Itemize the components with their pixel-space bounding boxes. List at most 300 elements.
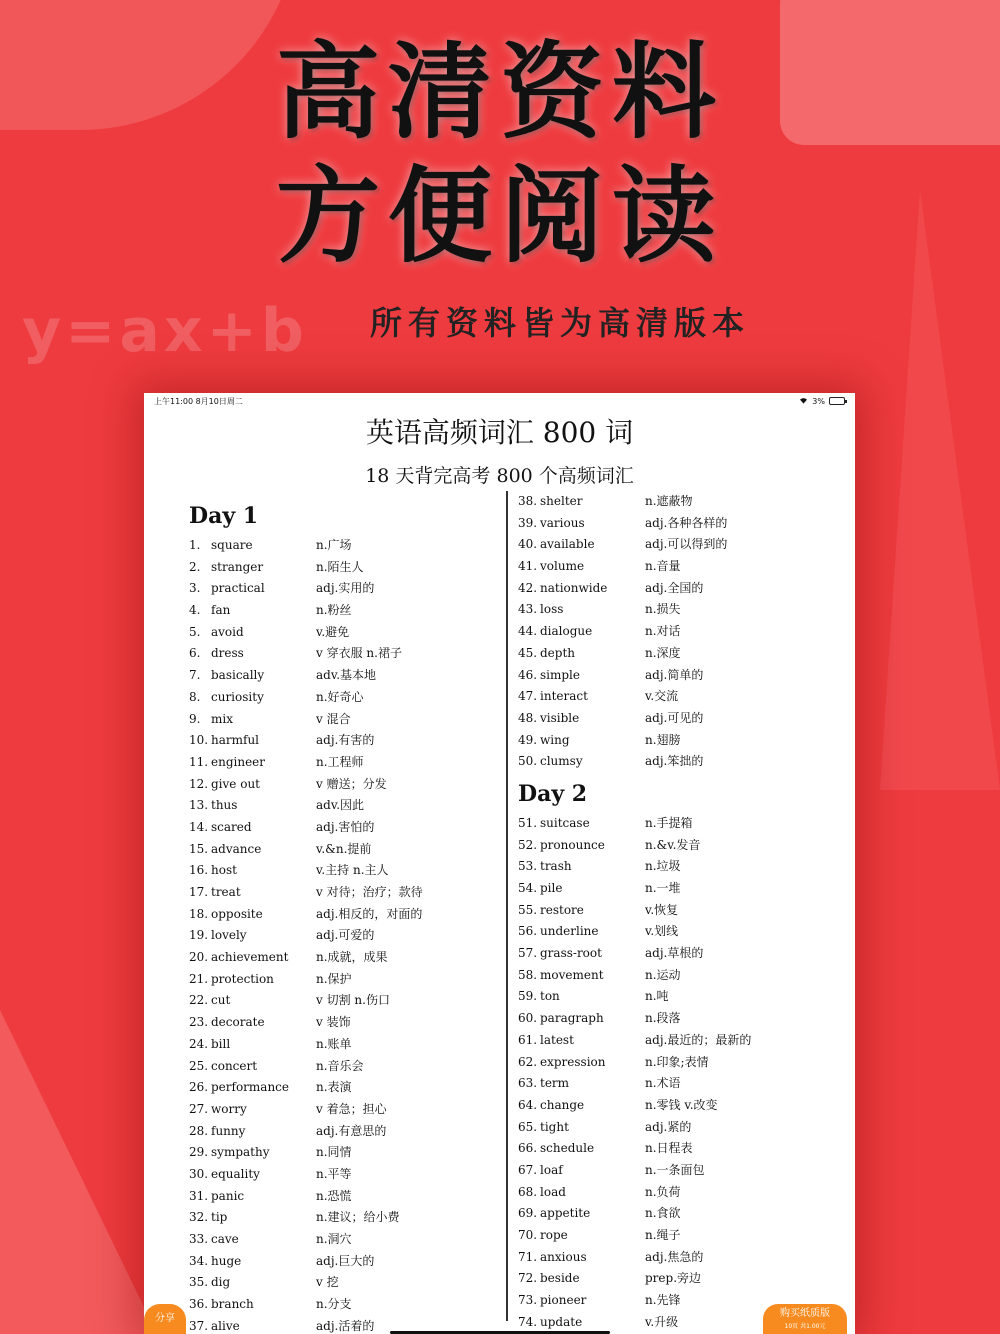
word-chinese: v.恢复	[645, 902, 679, 917]
word-chinese: v.升级	[645, 1314, 679, 1329]
word-chinese: v.交流	[645, 689, 679, 704]
word-row	[189, 578, 489, 600]
word-row	[518, 1225, 838, 1247]
word-english: loss	[540, 602, 564, 617]
word-english: underline	[540, 924, 599, 939]
word-english: visible	[540, 710, 580, 725]
word-english: dress	[211, 646, 244, 661]
word-chinese: n.音乐会	[316, 1058, 364, 1073]
wifi-icon	[799, 397, 808, 406]
word-chinese: n.陌生人	[316, 559, 364, 574]
word-row	[518, 986, 838, 1008]
word-chinese: v 切割 n.伤口	[316, 993, 390, 1008]
word-english: advance	[211, 841, 262, 856]
word-number: 14.	[189, 819, 209, 834]
word-row	[518, 1247, 838, 1269]
word-number: 18.	[189, 906, 209, 921]
word-english: loaf	[540, 1162, 563, 1177]
word-number: 57.	[518, 946, 538, 961]
word-english: curiosity	[211, 689, 264, 704]
word-row	[189, 557, 489, 579]
word-chinese: n.表演	[316, 1080, 352, 1095]
word-number: 30.	[189, 1166, 209, 1181]
word-number: 74.	[518, 1314, 538, 1329]
word-number: 32.	[189, 1210, 209, 1225]
word-english: worry	[211, 1101, 247, 1116]
word-english: pile	[540, 881, 563, 895]
word-number: 40.	[518, 537, 538, 552]
word-chinese: adj.相反的，对面的	[316, 906, 423, 921]
word-number: 38.	[518, 494, 538, 508]
word-row	[518, 1203, 838, 1225]
word-english: give out	[211, 776, 260, 791]
word-number: 24.	[189, 1036, 209, 1051]
word-number: 4.	[189, 603, 201, 618]
word-row	[189, 1099, 489, 1121]
word-chinese: n.零钱 v.改变	[645, 1097, 718, 1112]
word-number: 20.	[189, 950, 209, 965]
word-chinese: n.平等	[316, 1166, 352, 1181]
word-row	[189, 947, 489, 969]
word-number: 34.	[189, 1253, 209, 1268]
word-number: 63.	[518, 1076, 538, 1091]
word-number: 16.	[189, 863, 209, 878]
word-chinese: n.一堆	[645, 881, 681, 895]
word-number: 56.	[518, 924, 538, 939]
word-english: concert	[211, 1058, 258, 1073]
word-row	[189, 1164, 489, 1186]
word-english: rope	[540, 1228, 568, 1242]
word-chinese: adj.活着的	[316, 1318, 375, 1333]
word-english: volume	[540, 559, 585, 574]
word-row	[518, 856, 838, 878]
word-english: basically	[211, 668, 265, 683]
word-number: 23.	[189, 1015, 209, 1030]
word-english: alive	[211, 1318, 240, 1333]
word-english: bill	[211, 1036, 231, 1051]
word-row	[518, 708, 838, 730]
day-2-heading: Day 2	[518, 780, 588, 807]
word-chinese: adj.可爱的	[316, 928, 375, 943]
word-number: 50.	[518, 754, 538, 769]
word-chinese: n.负荷	[645, 1184, 681, 1199]
right-word-list-day1	[518, 491, 838, 773]
word-chinese: adj.有害的	[316, 733, 375, 748]
word-row	[518, 965, 838, 987]
word-row	[189, 1012, 489, 1034]
word-english: achievement	[211, 950, 289, 965]
word-chinese: prep.旁边	[645, 1271, 702, 1286]
word-chinese: n.成就，成果	[316, 950, 388, 965]
word-chinese: n.好奇心	[316, 689, 364, 704]
word-english: decorate	[211, 1015, 265, 1030]
word-english: change	[540, 1097, 585, 1112]
word-english: tight	[540, 1119, 569, 1134]
word-english: mix	[211, 711, 233, 726]
word-chinese: adv.基本地	[316, 668, 377, 683]
formula-watermark: y=ax+b	[22, 296, 308, 366]
word-chinese: n.账单	[316, 1036, 352, 1051]
word-row	[189, 709, 489, 731]
word-english: available	[540, 537, 595, 552]
word-english: nationwide	[540, 580, 608, 595]
word-row	[518, 921, 838, 943]
word-chinese: n.绳子	[645, 1228, 681, 1242]
word-row	[189, 860, 489, 882]
word-row	[189, 882, 489, 904]
word-english: various	[540, 515, 585, 530]
word-number: 39.	[518, 515, 538, 530]
word-english: scared	[211, 819, 252, 834]
word-number: 37.	[189, 1318, 209, 1333]
left-column	[189, 491, 489, 1334]
word-chinese: n.吨	[645, 989, 669, 1004]
word-number: 52.	[518, 837, 538, 852]
word-number: 5.	[189, 624, 201, 639]
word-number: 12.	[189, 776, 209, 791]
word-english: schedule	[540, 1141, 595, 1156]
word-number: 28.	[189, 1123, 209, 1138]
word-number: 54.	[518, 881, 538, 895]
word-chinese: v.避免	[316, 624, 350, 639]
battery-icon	[829, 397, 845, 405]
word-row	[518, 1073, 838, 1095]
word-row	[518, 1138, 838, 1160]
word-row	[518, 578, 838, 600]
word-number: 11.	[189, 754, 209, 769]
word-english: harmful	[211, 733, 260, 748]
word-row	[189, 904, 489, 926]
word-english: practical	[211, 581, 265, 596]
word-english: appetite	[540, 1206, 591, 1221]
word-number: 49.	[518, 732, 538, 747]
word-chinese: n.深度	[645, 645, 681, 660]
word-english: stranger	[211, 559, 264, 574]
word-chinese: n.遮蔽物	[645, 494, 693, 508]
word-chinese: adj.可以得到的	[645, 537, 728, 552]
word-english: branch	[211, 1297, 254, 1312]
right-column	[518, 491, 838, 1333]
banner-subtitle: 所有资料皆为高清版本	[369, 304, 750, 342]
word-number: 60.	[518, 1011, 538, 1026]
word-row	[518, 665, 838, 687]
word-number: 15.	[189, 841, 209, 856]
word-chinese: n.洞穴	[316, 1232, 352, 1246]
word-english: simple	[540, 667, 580, 682]
word-number: 62.	[518, 1054, 538, 1069]
word-row	[518, 900, 838, 922]
share-button[interactable]: 分享	[144, 1304, 186, 1334]
word-english: funny	[211, 1123, 246, 1138]
word-english: treat	[211, 885, 241, 899]
word-number: 69.	[518, 1206, 538, 1221]
word-row	[518, 943, 838, 965]
word-chinese: n.保护	[316, 971, 352, 986]
headline-line-2: 方便阅读	[275, 155, 724, 277]
status-time-date: 上午11:00 8月10日周二	[154, 396, 243, 406]
word-row	[518, 621, 838, 643]
word-number: 61.	[518, 1032, 538, 1047]
word-number: 72.	[518, 1271, 538, 1286]
word-chinese: v 穿衣服 n.裙子	[316, 646, 402, 661]
word-row	[189, 752, 489, 774]
word-row	[518, 730, 838, 752]
word-chinese: adj.各种各样的	[645, 515, 728, 530]
word-english: wing	[540, 732, 570, 747]
word-number: 70.	[518, 1228, 538, 1242]
word-number: 46.	[518, 667, 538, 682]
word-number: 22.	[189, 993, 209, 1008]
word-english: performance	[211, 1080, 290, 1095]
word-row	[189, 1077, 489, 1099]
word-row	[518, 491, 838, 513]
day-1-heading: Day 1	[189, 503, 259, 529]
word-number: 26.	[189, 1080, 209, 1095]
word-number: 33.	[189, 1232, 209, 1246]
word-english: cave	[211, 1232, 239, 1246]
word-chinese: n.一条面包	[645, 1162, 705, 1177]
word-chinese: adv.因此	[316, 798, 365, 813]
word-chinese: v 装饰	[316, 1015, 351, 1030]
word-row	[518, 1117, 838, 1139]
document-subtitle: 18 天背完高考 800 个高频词汇	[365, 465, 634, 487]
word-chinese: n.段落	[645, 1011, 681, 1026]
word-english: pioneer	[540, 1293, 587, 1308]
word-chinese: n.恐慌	[316, 1188, 352, 1203]
word-chinese: v 对待；治疗；款待	[316, 885, 423, 899]
word-number: 55.	[518, 902, 538, 917]
word-number: 31.	[189, 1188, 209, 1203]
word-english: protection	[211, 971, 274, 986]
word-english: movement	[540, 967, 604, 982]
word-english: latest	[540, 1032, 574, 1047]
word-chinese: n.术语	[645, 1076, 681, 1091]
word-number: 71.	[518, 1249, 538, 1264]
word-chinese: adj.简单的	[645, 667, 704, 682]
word-number: 10.	[189, 733, 209, 748]
word-chinese: n.同情	[316, 1145, 352, 1160]
word-number: 53.	[518, 859, 538, 874]
word-chinese: n.损失	[645, 602, 681, 617]
word-number: 68.	[518, 1184, 538, 1199]
word-english: load	[540, 1184, 566, 1199]
word-english: interact	[540, 689, 588, 704]
word-english: anxious	[540, 1249, 587, 1264]
word-english: clumsy	[540, 754, 583, 769]
word-chinese: n.对话	[645, 624, 681, 639]
word-english: depth	[540, 645, 576, 660]
word-row	[189, 1207, 489, 1229]
word-number: 51.	[518, 815, 538, 830]
word-english: trash	[540, 859, 572, 874]
word-chinese: v 赠送；分发	[316, 776, 387, 791]
word-number: 36.	[189, 1297, 209, 1312]
word-english: cut	[211, 993, 231, 1008]
word-english: lovely	[211, 928, 247, 943]
word-number: 35.	[189, 1275, 209, 1290]
word-number: 9.	[189, 711, 201, 726]
word-number: 64.	[518, 1097, 538, 1112]
word-number: 21.	[189, 971, 209, 986]
right-word-list-day2	[518, 813, 838, 1334]
word-chinese: adj.实用的	[316, 581, 375, 596]
word-row	[189, 795, 489, 817]
word-english: pronounce	[540, 837, 605, 852]
word-chinese: n.广场	[316, 538, 352, 552]
word-english: square	[211, 538, 253, 552]
word-chinese: v 挖	[316, 1275, 339, 1290]
column-divider	[506, 491, 508, 1321]
word-row	[189, 1294, 489, 1316]
word-english: equality	[211, 1166, 260, 1181]
word-chinese: adj.最近的；最新的	[645, 1032, 752, 1047]
word-number: 65.	[518, 1119, 538, 1134]
word-chinese: n.先锋	[645, 1293, 681, 1308]
word-chinese: n.日程表	[645, 1141, 693, 1156]
word-english: suitcase	[540, 815, 590, 830]
word-row	[189, 817, 489, 839]
word-number: 67.	[518, 1162, 538, 1177]
word-number: 48.	[518, 710, 538, 725]
word-chinese: v 混合	[316, 711, 351, 726]
status-bar	[144, 393, 855, 409]
word-row	[518, 1008, 838, 1030]
word-number: 29.	[189, 1145, 209, 1160]
word-row	[518, 878, 838, 900]
word-row	[518, 751, 838, 773]
left-word-list	[189, 535, 489, 1334]
word-chinese: adj.全国的	[645, 580, 704, 595]
word-chinese: n.建议；给小费	[316, 1210, 400, 1225]
word-english: expression	[540, 1054, 606, 1069]
headline-line-1: 高清资料	[275, 31, 724, 153]
buy-button-price: 10页 共1.00元	[784, 1323, 826, 1330]
word-row	[189, 643, 489, 665]
word-chinese: n.音量	[645, 559, 681, 574]
word-chinese: v.主持 n.主人	[316, 863, 389, 878]
word-english: sympathy	[211, 1145, 270, 1160]
word-row	[189, 925, 489, 947]
word-row	[518, 1268, 838, 1290]
word-number: 7.	[189, 668, 201, 683]
word-english: tip	[211, 1210, 228, 1225]
word-number: 25.	[189, 1058, 209, 1073]
word-chinese: n.运动	[645, 967, 681, 982]
word-number: 17.	[189, 885, 209, 899]
word-english: beside	[540, 1271, 580, 1286]
word-number: 2.	[189, 559, 201, 574]
word-row	[189, 1056, 489, 1078]
word-number: 66.	[518, 1141, 538, 1156]
word-chinese: v 着急；担心	[316, 1101, 387, 1116]
word-row	[189, 730, 489, 752]
word-chinese: n.&v.发音	[645, 837, 701, 852]
word-number: 43.	[518, 602, 538, 617]
word-number: 3.	[189, 581, 201, 596]
word-chinese: n.粉丝	[316, 603, 352, 618]
word-row	[189, 535, 489, 557]
word-chinese: adj.笨拙的	[645, 754, 704, 769]
word-chinese: n.工程师	[316, 754, 364, 769]
word-chinese: n.手提箱	[645, 815, 693, 830]
word-row	[189, 990, 489, 1012]
word-number: 6.	[189, 646, 201, 661]
word-chinese: n.印象;表情	[645, 1054, 709, 1069]
word-row	[518, 513, 838, 535]
word-row	[189, 600, 489, 622]
word-row	[518, 686, 838, 708]
word-chinese: adj.草根的	[645, 946, 704, 961]
word-chinese: adj.害怕的	[316, 819, 375, 834]
word-english: host	[211, 863, 237, 878]
word-number: 45.	[518, 645, 538, 660]
word-row	[189, 1251, 489, 1273]
word-row	[518, 813, 838, 835]
word-chinese: adj.可见的	[645, 710, 704, 725]
word-english: paragraph	[540, 1011, 604, 1026]
word-english: thus	[211, 798, 238, 813]
word-english: restore	[540, 902, 584, 917]
word-row	[518, 534, 838, 556]
word-chinese: n.食欲	[645, 1206, 681, 1221]
word-chinese: adj.巨大的	[316, 1253, 375, 1268]
word-row	[518, 556, 838, 578]
word-row	[518, 1160, 838, 1182]
battery-percent: 3%	[812, 396, 825, 406]
word-english: panic	[211, 1188, 245, 1203]
word-chinese: adj.有意思的	[316, 1123, 387, 1138]
buy-paper-version-button[interactable]	[763, 1304, 847, 1334]
word-row	[189, 1034, 489, 1056]
word-english: opposite	[211, 906, 263, 921]
word-number: 47.	[518, 689, 538, 704]
word-row	[189, 1229, 489, 1251]
word-english: shelter	[540, 494, 583, 508]
word-number: 59.	[518, 989, 538, 1004]
word-row	[518, 835, 838, 857]
word-english: update	[540, 1314, 583, 1329]
word-english: dialogue	[540, 624, 593, 639]
tablet-screenshot	[144, 393, 855, 1334]
word-english: avoid	[211, 624, 244, 639]
word-number: 73.	[518, 1293, 538, 1308]
word-english: huge	[211, 1253, 242, 1268]
word-number: 13.	[189, 798, 209, 813]
word-number: 1.	[189, 538, 201, 552]
bg-triangle-bottom-left	[0, 1010, 160, 1334]
word-chinese: n.翅膀	[645, 732, 681, 747]
word-number: 42.	[518, 580, 538, 595]
word-number: 19.	[189, 928, 209, 943]
word-row	[189, 687, 489, 709]
word-chinese: v.划线	[645, 924, 679, 939]
word-english: dig	[211, 1275, 231, 1290]
status-right	[799, 397, 845, 406]
word-english: term	[540, 1076, 570, 1091]
word-row	[518, 1182, 838, 1204]
word-number: 27.	[189, 1101, 209, 1116]
word-row	[189, 839, 489, 861]
buy-button-label: 购买纸质版	[780, 1308, 830, 1319]
word-chinese: v.&n.提前	[316, 841, 372, 856]
word-row	[189, 622, 489, 644]
word-english: fan	[211, 603, 231, 618]
word-chinese: n.分支	[316, 1297, 352, 1312]
word-number: 8.	[189, 689, 201, 704]
word-row	[518, 1030, 838, 1052]
word-row	[518, 1052, 838, 1074]
document-title: 英语高频词汇 800 词	[365, 416, 634, 449]
